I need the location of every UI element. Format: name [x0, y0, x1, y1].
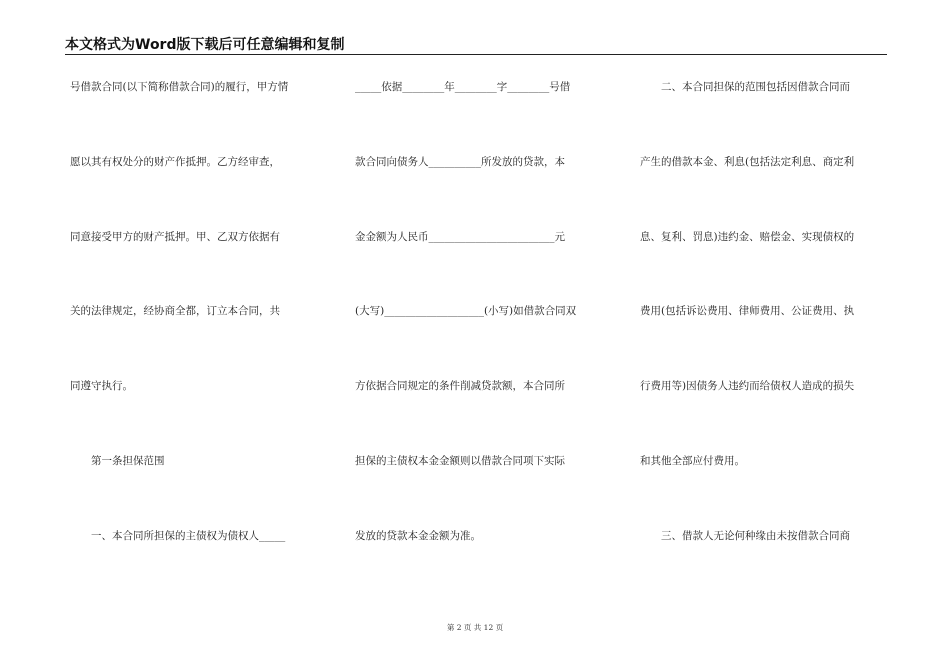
- text-line: 关的法律规定，经协商全都，订立本合同，共: [70, 305, 280, 317]
- text-line: 方依据合同规定的条件削减贷款额，本合同所: [355, 380, 565, 392]
- section-heading: 第一条担保范围: [70, 455, 165, 467]
- text-line: 发放的贷款本金金额为准。: [355, 530, 481, 542]
- text-line: 款合同向债务人__________所发放的贷款，本: [355, 156, 565, 168]
- text-line: 号借款合同(以下简称借款合同)的履行，甲方情: [70, 81, 289, 93]
- page-number-footer: 第 2 页 共 12 页: [446, 623, 504, 632]
- text-line: _____依据________年________字________号借: [355, 81, 571, 93]
- text-line: 一、本合同所担保的主债权为债权人_____: [70, 530, 286, 542]
- text-line: 担保的主债权本金金额则以借款合同项下实际: [355, 455, 565, 467]
- text-line: 同遵守执行。: [70, 380, 133, 392]
- text-line: 行费用等)因债务人违约而给债权人造成的损失: [640, 380, 855, 392]
- document-header-title: 本文格式为Word版下载后可任意编辑和复制: [65, 37, 345, 53]
- text-line: 愿以其有权处分的财产作抵押。乙方经审查，: [70, 156, 280, 168]
- text-line: 息、复利、罚息)违约金、赔偿金、实现债权的: [640, 231, 855, 243]
- text-column-left: [70, 0, 330, 600]
- text-line: 和其他全部应付费用。: [640, 455, 745, 467]
- text-line: 金金额为人民币________________________元: [355, 231, 565, 243]
- text-line: 三、借款人无论何种缘由未按借款合同商: [640, 530, 850, 542]
- text-line: 费用(包括诉讼费用、律师费用、公证费用、执: [640, 305, 855, 317]
- text-column-middle: [355, 0, 610, 600]
- text-line: 同意接受甲方的财产抵押。甲、乙双方依据有: [70, 231, 280, 243]
- text-line: (大写)___________________(小写)如借款合同双: [355, 305, 577, 317]
- text-line: 产生的借款本金、利息(包括法定利息、商定利: [640, 156, 855, 168]
- text-line: 二、本合同担保的范围包括因借款合同而: [640, 81, 850, 93]
- text-column-right: [640, 0, 885, 600]
